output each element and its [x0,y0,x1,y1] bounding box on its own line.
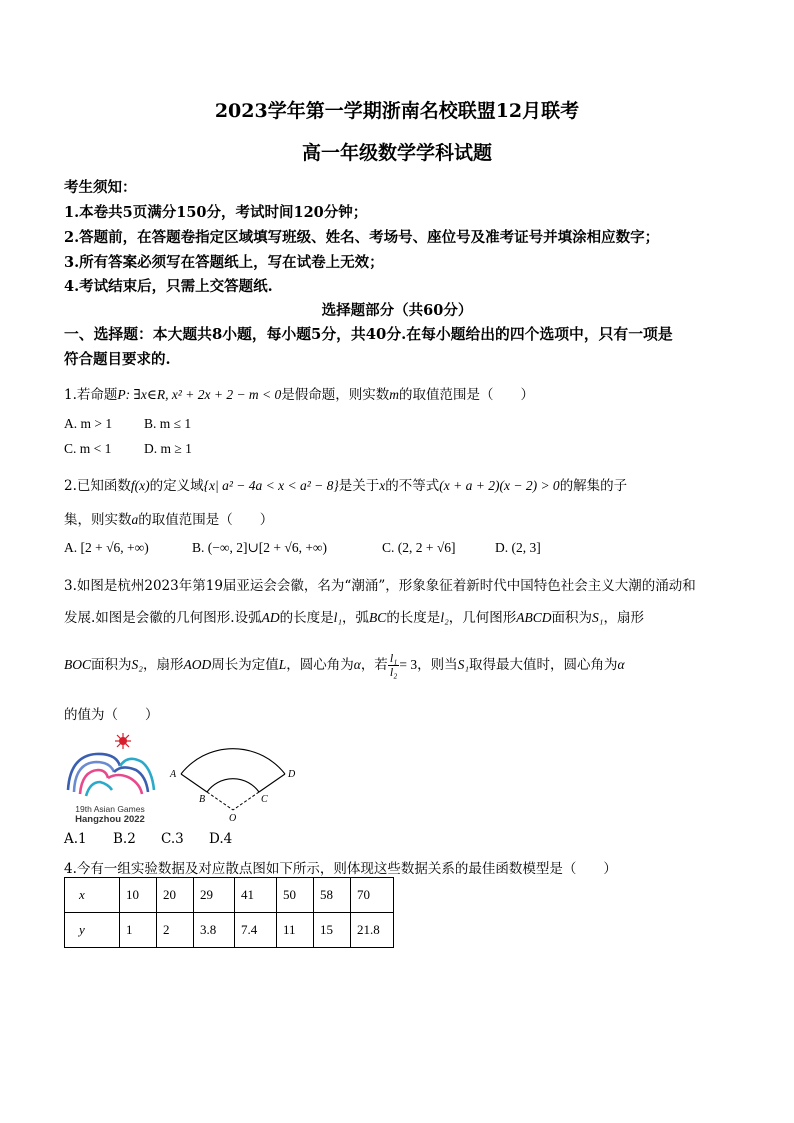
q2-text-g: 的取值范围是（ ） [138,512,274,528]
segment-co [233,792,259,810]
table-cell: 21.8 [351,913,394,948]
q2-options [64,540,541,556]
q3-option-d: D.4 [209,831,233,847]
q3-text-m: ，则当 [417,657,458,673]
q1-variable: m [389,387,400,402]
q3-arc-bc: BC [369,610,387,625]
q2-option-b: B. (−∞, 2]∪[2 + √6, +∞) [192,540,328,555]
question-3-line1: 3.如图是杭州2023年第19届亚运会会徽，名为“潮涌”，形象象征着新时代中国特色社会主义大潮的涌动和 [64,578,696,594]
q2-text-d: 的不等式 [385,478,440,494]
q3-s1b: S₁ [457,657,470,672]
q3-option-a: A.1 [64,831,87,847]
question-2-line1 [64,474,627,494]
segment-ab [181,774,207,792]
q3-alpha: α [353,657,361,672]
q3-fraction-num: l₁ [389,651,398,665]
notice-heading: 考生须知： [64,179,137,196]
table-cell: 41 [235,878,277,913]
q3-equals-3: = 3 [399,657,418,672]
q3-fraction [388,652,400,679]
q3-text-j: 周长为定值 [211,657,279,673]
table-cell: 2 [157,913,194,948]
q1-proposition: P: ∃x∈R, x² + 2x + 2 − m < 0 [117,387,282,402]
q2-option-c: C. (2, 2 + √6] [382,540,456,555]
notice-item-2: 2.答题前，在答题卷指定区域填写班级、姓名、考场号、座位号及准考证号并填涂相应数字； [64,229,660,246]
q2-domain: {x| a² − 4a < x < a² − 8} [203,478,339,493]
segment-dc [259,774,285,792]
q3-L: L [278,657,287,672]
table-header-y: y [65,913,120,948]
table-cell: 20 [157,878,194,913]
table-row-y [65,913,394,948]
q3-option-c: C.3 [161,831,184,847]
section-intro-line2: 符合题目要求的. [64,351,171,368]
table-row-x [65,878,394,913]
data-table [64,877,394,948]
label-b: B [199,794,206,805]
asian-games-logo [60,732,160,824]
q2-a: a [131,512,139,527]
q3-text-d: 的长度是 [386,610,441,626]
q3-abcd: ABCD [516,610,552,625]
logo-text-line1: 19th Asian Games [75,804,145,814]
table-cell: 7.4 [235,913,277,948]
logo-text-line2: Hangzhou 2022 [75,814,145,824]
q3-l1: l₁ [333,610,343,625]
q1-text-post: 的取值范围是（ ） [399,387,535,403]
label-d: D [288,769,296,780]
q3-text-k: ，圆心角为 [286,657,354,673]
q3-text-n: 取得最大值时，圆心角为 [469,657,618,673]
q1-option-b: B. m ≤ 1 [144,416,192,431]
q3-s2: S₂ [131,657,143,672]
table-cell: 29 [194,878,235,913]
q2-option-d: D. (2, 3] [495,540,541,555]
table-cell: 3.8 [194,913,235,948]
q3-text-a: 发展.如图是会徽的几何图形.设弧 [64,610,262,626]
q3-boc: BOC [64,657,91,672]
q3-text-l: ，若 [360,657,388,673]
q3-text-f: 面积为 [551,610,593,626]
q2-text-f: 集，则实数 [64,512,132,528]
table-cell: 70 [351,878,394,913]
question-4: 4.今有一组实验数据及对应散点图如下所示，则体现这些数据关系的最佳函数模型是（ ） [64,861,617,877]
label-c: C [261,794,268,805]
q3-arc-ad: AD [261,610,280,625]
label-a: A [170,769,177,780]
label-o: O [229,813,237,822]
exam-title: 2023学年第一学期浙南名校联盟12月联考 [214,100,580,122]
question-2-line2 [64,508,273,528]
q2-text-e: 的解集的子 [559,478,628,494]
q3-text-c: ，弧 [342,610,370,626]
q1-text-pre: 1.若命题 [64,387,118,403]
q2-text-c: 是关于 [338,478,380,494]
table-header-x: x [65,878,120,913]
sector-diagram [166,736,306,822]
notice-item-1: 1.本卷共5页满分150分，考试时间120分钟； [64,204,368,221]
logo-sun-icon [115,733,131,749]
q2-x: x [379,478,386,493]
q3-l2: l₂ [440,610,449,625]
q1-option-c: C. m < 1 [64,441,112,456]
section-title: 选择题部分（共60分） [321,302,473,319]
q2-function: f(x) [130,478,150,493]
table-cell: 50 [277,878,314,913]
question-3-line3 [64,652,625,679]
table-cell: 58 [314,878,351,913]
q2-option-a: A. [2 + √6, +∞) [64,540,149,555]
q2-inequality: (x + a + 2)(x − 2) > 0 [439,478,560,493]
exam-subtitle: 高一年级数学学科试题 [301,142,492,164]
logo-tide-icon [68,754,154,796]
arc-bc [207,779,259,792]
table-cell: 11 [277,913,314,948]
q1-option-a: A. m > 1 [64,416,113,431]
q1-text-mid: 是假命题，则实数 [281,387,390,403]
table-cell: 15 [314,913,351,948]
notice-item-3: 3.所有答案必须写在答题纸上，写在试卷上无效； [64,254,384,271]
segment-bo [207,792,233,810]
q3-s1: S₁ [592,610,604,625]
table-cell: 10 [120,878,157,913]
q3-text-i: ，扇形 [142,657,184,673]
q1-option-d: D. m ≥ 1 [144,441,192,456]
question-1 [64,383,534,403]
question-3-line4: 的值为（ ） [64,707,159,723]
q2-text-a: 2.已知函数 [64,478,131,494]
q3-fraction-den: l₂ [389,665,398,679]
section-intro-line1: 一、选择题：本大题共8小题，每小题5分，共40分.在每小题给出的四个选项中，只有一项是 [64,326,673,343]
table-cell: 1 [120,913,157,948]
q2-text-b: 的定义域 [149,478,204,494]
q3-text-e: ，几何图形 [448,610,517,626]
question-3-line2 [64,606,644,626]
q3-text-b: 的长度是 [279,610,334,626]
q1-options-row1 [64,416,191,432]
q3-text-h: 面积为 [91,657,132,673]
q3-option-b: B.2 [113,831,136,847]
q1-options-row2 [64,441,192,457]
arc-ad [181,749,285,774]
q3-text-g: ，扇形 [603,610,644,626]
q3-aod: AOD [183,657,212,672]
notice-item-4: 4.考试结束后，只需上交答题纸. [64,278,273,295]
q3-alpha2: α [617,657,625,672]
